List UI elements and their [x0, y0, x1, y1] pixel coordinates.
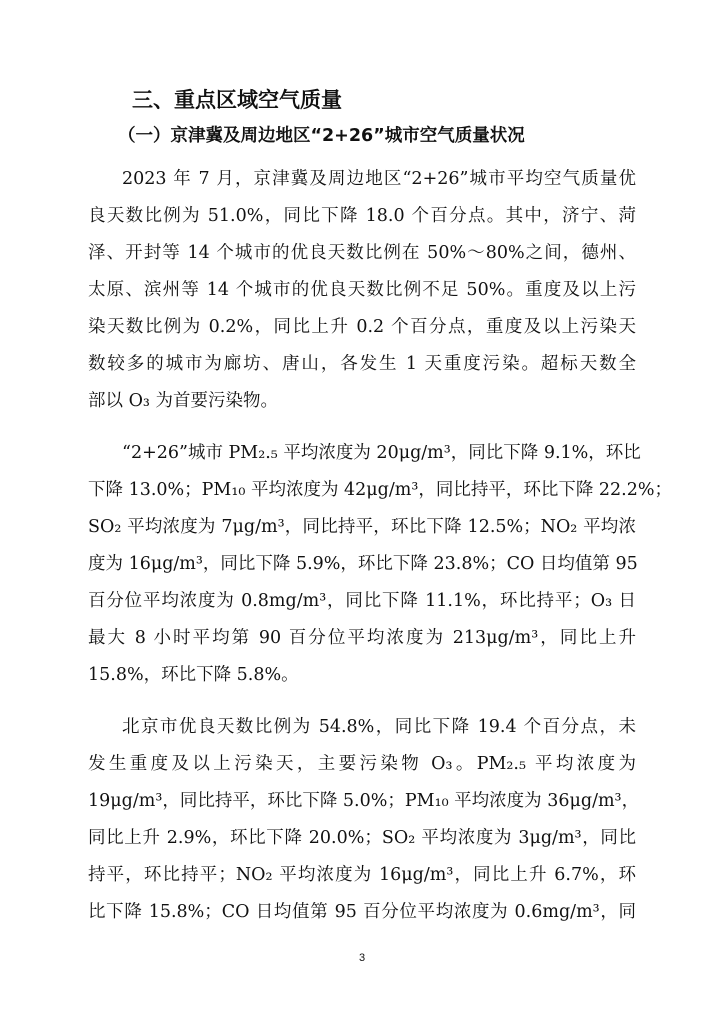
paragraph-line: 同比上升 2.9%，环比下降 20.0%；SO₂ 平均浓度为 3μg/m³，同比 [88, 828, 636, 848]
paragraph-line: 百分位平均浓度为 0.8mg/m³，同比下降 11.1%，环比持平；O₃ 日 [88, 591, 636, 611]
paragraph-line: 15.8%，环比下降 5.8%。 [88, 665, 299, 685]
paragraph-line: 最大 8 小时平均第 90 百分位平均浓度为 213μg/m³，同比上升 [88, 628, 636, 648]
paragraph-line: 良天数比例为 51.0%，同比下降 18.0 个百分点。其中，济宁、菏 [88, 206, 636, 226]
paragraph-line: 太原、滨州等 14 个城市的优良天数比例不足 50%。重度及以上污 [88, 280, 636, 300]
paragraph-line: 2023 年 7 月，京津冀及周边地区“2+26”城市平均空气质量优 [122, 169, 636, 189]
paragraph-line: 染天数比例为 0.2%，同比上升 0.2 个百分点，重度及以上污染天 [88, 317, 636, 337]
subsection-heading: （一）京津冀及周边地区“2+26”城市空气质量状况 [118, 126, 525, 146]
paragraph-line: SO₂ 平均浓度为 7μg/m³，同比持平，环比下降 12.5%；NO₂ 平均浓 [88, 517, 636, 537]
paragraph-line: 部以 O₃ 为首要污染物。 [88, 391, 278, 411]
paragraph-line: 19μg/m³，同比持平，环比下降 5.0%；PM₁₀ 平均浓度为 36μg/m³， [88, 791, 640, 811]
paragraph-line: 下降 13.0%；PM₁₀ 平均浓度为 42μg/m³，同比持平，环比下降 22.2%； [88, 480, 673, 500]
paragraph-line: 北京市优良天数比例为 54.8%，同比下降 19.4 个百分点，未 [122, 717, 636, 737]
paragraph-line: 数较多的城市为廊坊、唐山，各发生 1 天重度污染。超标天数全 [88, 354, 636, 374]
section-heading: 三、重点区域空气质量 [132, 88, 342, 112]
paragraph-line: 度为 16μg/m³，同比下降 5.9%，环比下降 23.8%；CO 日均值第 95 [88, 554, 638, 574]
paragraph-line: 比下降 15.8%；CO 日均值第 95 百分位平均浓度为 0.6mg/m³，同 [88, 902, 636, 922]
paragraph-line: 泽、开封等 14 个城市的优良天数比例在 50%～80%之间，德州、 [88, 243, 636, 263]
paragraph-line: 持平，环比持平；NO₂ 平均浓度为 16μg/m³，同比上升 6.7%，环 [88, 865, 636, 885]
paragraph-line: “2+26”城市 PM₂.₅ 平均浓度为 20μg/m³，同比下降 9.1%，环比 [122, 443, 641, 463]
paragraph-line: 发生重度及以上污染天，主要污染物 O₃。PM₂.₅ 平均浓度为 [88, 754, 636, 774]
page-number: 3 [358, 952, 366, 964]
